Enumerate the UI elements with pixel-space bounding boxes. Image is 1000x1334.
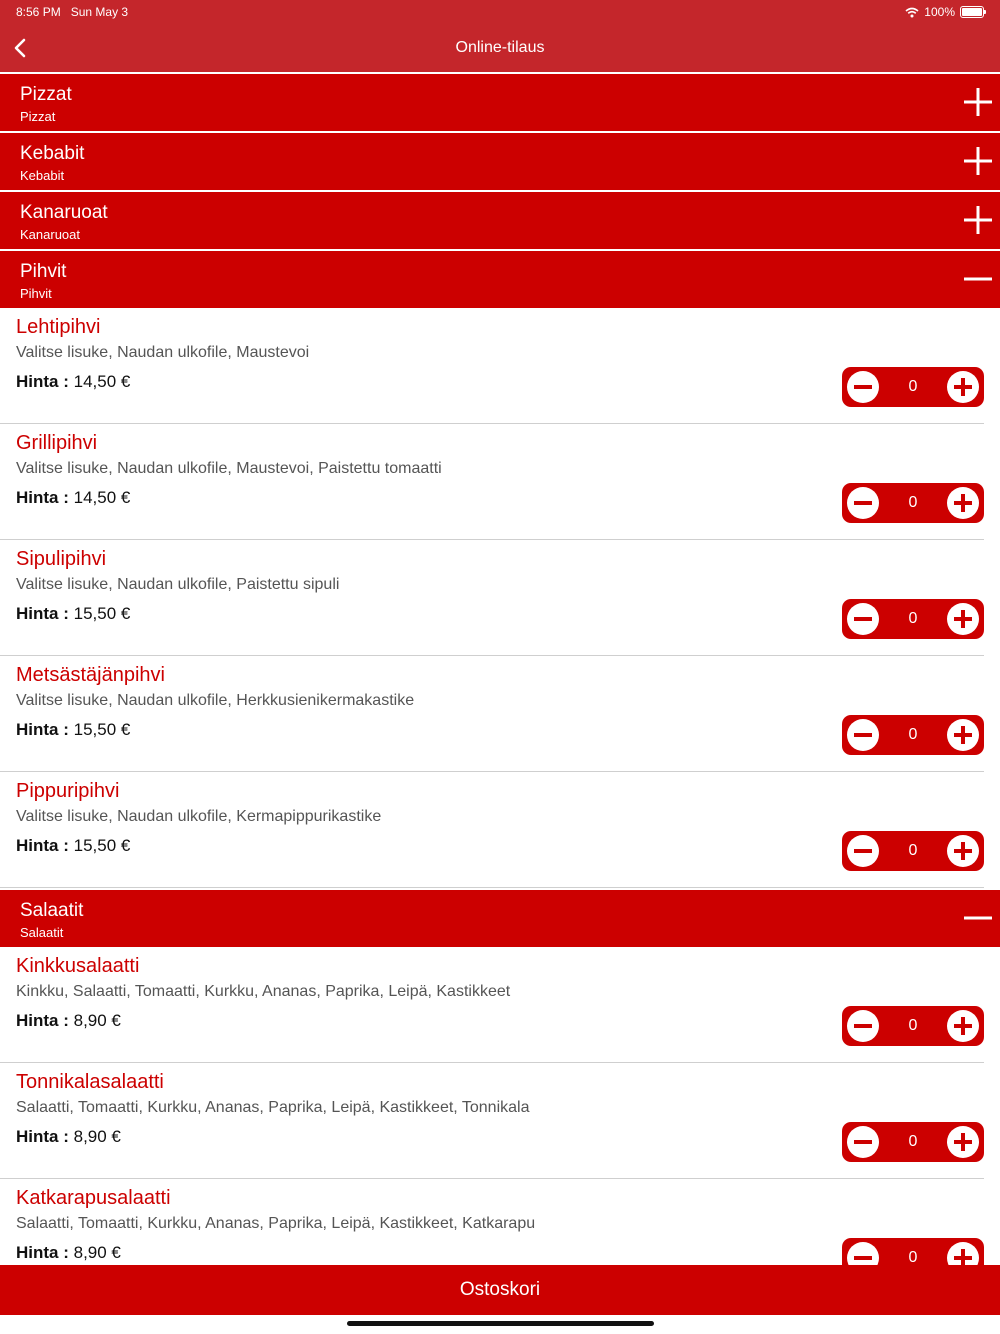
category-kebabit[interactable] xyxy=(0,131,1000,190)
menu-item xyxy=(0,656,984,772)
price-value: 14,50 € xyxy=(73,372,131,391)
quantity-stepper xyxy=(842,483,984,523)
plus-icon[interactable] xyxy=(964,206,992,234)
status-bar xyxy=(0,0,1000,24)
price-value: 15,50 € xyxy=(73,720,131,739)
item-name: Lehtipihvi xyxy=(16,316,101,338)
category-name: Pizzat xyxy=(20,84,72,105)
item-description: Salaatti, Tomaatti, Kurkku, Ananas, Paprika, Leipä, Kastikkeet, Tonnikala xyxy=(16,1099,530,1116)
price-label: Hinta : xyxy=(16,1127,69,1146)
menu-item xyxy=(0,772,984,888)
category-name: Pihvit xyxy=(20,261,67,282)
minus-circle-icon[interactable] xyxy=(847,1010,879,1042)
page-title: Online-tilaus xyxy=(455,39,545,56)
minus-circle-icon[interactable] xyxy=(847,487,879,519)
item-price xyxy=(16,720,130,740)
quantity-stepper xyxy=(842,715,984,755)
price-value: 15,50 € xyxy=(73,604,131,623)
minus-circle-icon[interactable] xyxy=(847,719,879,751)
item-price xyxy=(16,1011,121,1031)
plus-circle-icon[interactable] xyxy=(947,1126,979,1158)
quantity-value: 0 xyxy=(908,610,918,627)
quantity-stepper xyxy=(842,1006,984,1046)
quantity-value: 0 xyxy=(908,494,918,511)
menu-item xyxy=(0,540,984,656)
menu-item xyxy=(0,1179,984,1265)
category-subtitle: Kebabit xyxy=(20,168,65,183)
menu-item xyxy=(0,1063,984,1179)
item-price xyxy=(16,488,130,508)
status-time: 8:56 PM Sun May 3 xyxy=(16,5,129,19)
menu-item xyxy=(0,424,984,540)
price-value: 14,50 € xyxy=(73,488,131,507)
item-price xyxy=(16,836,130,856)
price-value: 8,90 € xyxy=(73,1127,121,1146)
category-name: Kebabit xyxy=(20,143,85,164)
item-description: Valitse lisuke, Naudan ulkofile, Paistettu sipuli xyxy=(16,576,340,593)
category-pihvit[interactable] xyxy=(0,249,1000,308)
item-price xyxy=(16,604,130,624)
wifi-icon xyxy=(905,7,919,18)
price-label: Hinta : xyxy=(16,1011,69,1030)
item-price xyxy=(16,1127,121,1147)
item-price xyxy=(16,1243,121,1263)
category-subtitle: Kanaruoat xyxy=(20,227,80,242)
price-value: 8,90 € xyxy=(73,1011,121,1030)
item-description: Valitse lisuke, Naudan ulkofile, Herkkusienikermakastike xyxy=(16,692,415,709)
plus-icon[interactable] xyxy=(964,88,992,116)
minus-circle-icon[interactable] xyxy=(847,1242,879,1265)
menu-list[interactable] xyxy=(0,72,1000,1265)
nav-bar xyxy=(0,24,1000,72)
item-price xyxy=(16,372,130,392)
cart-label: Ostoskori xyxy=(459,1279,541,1300)
item-name: Kinkkusalaatti xyxy=(16,955,140,977)
minus-circle-icon[interactable] xyxy=(847,371,879,403)
price-label: Hinta : xyxy=(16,836,69,855)
item-name: Grillipihvi xyxy=(16,432,98,454)
price-value: 15,50 € xyxy=(73,836,131,855)
item-description: Kinkku, Salaatti, Tomaatti, Kurkku, Ananas, Paprika, Leipä, Kastikkeet xyxy=(16,983,511,1000)
price-label: Hinta : xyxy=(16,604,69,623)
item-name: Tonnikalasalaatti xyxy=(16,1071,164,1093)
menu-item xyxy=(0,308,984,424)
plus-circle-icon[interactable] xyxy=(947,719,979,751)
plus-icon[interactable] xyxy=(964,147,992,175)
minus-icon[interactable] xyxy=(964,265,992,293)
plus-circle-icon[interactable] xyxy=(947,603,979,635)
minus-icon[interactable] xyxy=(964,904,992,932)
item-name: Sipulipihvi xyxy=(16,548,107,570)
item-name: Metsästäjänpihvi xyxy=(16,664,165,686)
home-indicator xyxy=(347,1321,654,1326)
quantity-value: 0 xyxy=(908,842,918,859)
category-subtitle: Salaatit xyxy=(20,925,64,940)
quantity-value: 0 xyxy=(908,1133,918,1150)
category-salaatit[interactable] xyxy=(0,888,1000,947)
item-description: Salaatti, Tomaatti, Kurkku, Ananas, Paprika, Leipä, Kastikkeet, Katkarapu xyxy=(16,1215,536,1232)
item-description: Valitse lisuke, Naudan ulkofile, Maustevoi, Paistettu tomaatti xyxy=(16,460,442,477)
plus-circle-icon[interactable] xyxy=(947,487,979,519)
plus-circle-icon[interactable] xyxy=(947,1010,979,1042)
quantity-value: 0 xyxy=(908,378,918,395)
status-right xyxy=(905,5,984,19)
category-subtitle: Pizzat xyxy=(20,109,56,124)
plus-circle-icon[interactable] xyxy=(947,371,979,403)
price-value: 8,90 € xyxy=(73,1243,121,1262)
quantity-stepper xyxy=(842,599,984,639)
quantity-value: 0 xyxy=(908,1017,918,1034)
item-description: Valitse lisuke, Naudan ulkofile, Maustevoi xyxy=(16,344,310,361)
quantity-value: 0 xyxy=(908,726,918,743)
minus-circle-icon[interactable] xyxy=(847,835,879,867)
quantity-value: 0 xyxy=(908,1249,918,1265)
price-label: Hinta : xyxy=(16,488,69,507)
minus-circle-icon[interactable] xyxy=(847,603,879,635)
category-pizzat[interactable] xyxy=(0,72,1000,131)
minus-circle-icon[interactable] xyxy=(847,1126,879,1158)
category-subtitle: Pihvit xyxy=(20,286,52,301)
price-label: Hinta : xyxy=(16,1243,69,1262)
cart-button[interactable] xyxy=(0,1265,1000,1315)
quantity-stepper xyxy=(842,1122,984,1162)
price-label: Hinta : xyxy=(16,372,69,391)
category-kanaruoat[interactable] xyxy=(0,190,1000,249)
plus-circle-icon[interactable] xyxy=(947,1242,979,1265)
item-name: Pippuripihvi xyxy=(16,780,120,802)
battery-icon xyxy=(960,6,984,18)
item-name: Katkarapusalaatti xyxy=(16,1187,171,1209)
plus-circle-icon[interactable] xyxy=(947,835,979,867)
price-label: Hinta : xyxy=(16,720,69,739)
quantity-stepper xyxy=(842,1238,984,1265)
quantity-stepper xyxy=(842,367,984,407)
menu-item xyxy=(0,947,984,1063)
category-name: Kanaruoat xyxy=(20,202,108,223)
battery-percent: 100% xyxy=(924,5,955,19)
item-description: Valitse lisuke, Naudan ulkofile, Kermapippurikastike xyxy=(16,808,382,825)
category-name: Salaatit xyxy=(20,900,84,921)
quantity-stepper xyxy=(842,831,984,871)
